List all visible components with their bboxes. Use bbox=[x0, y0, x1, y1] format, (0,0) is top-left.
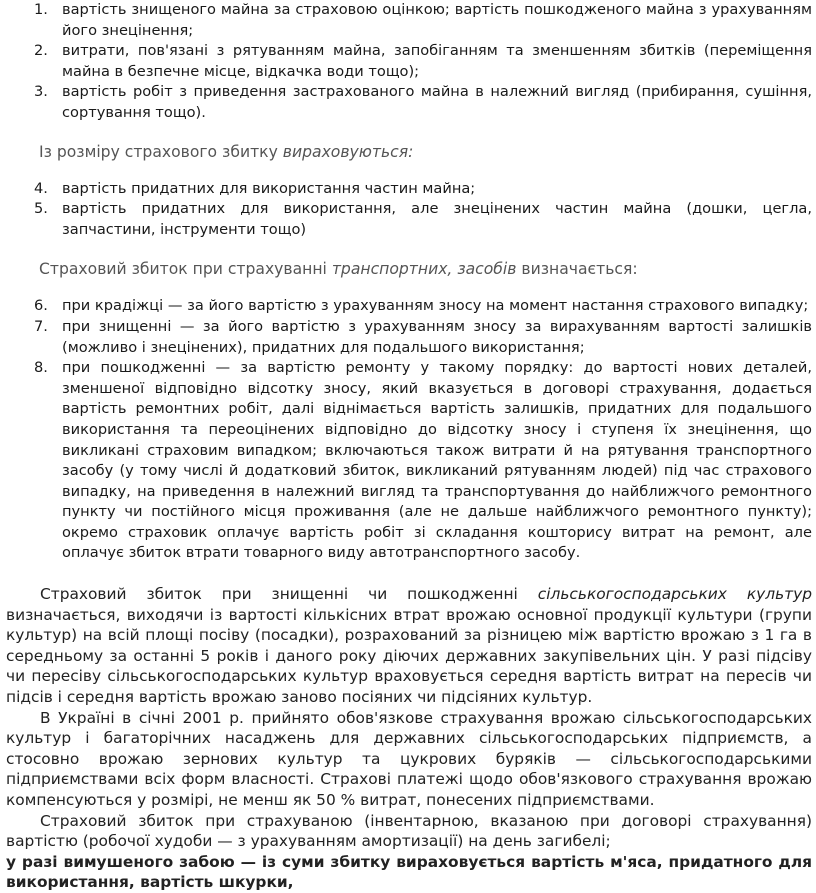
list-item bbox=[6, 82, 812, 123]
list-item-text: при знищенні — за його вартістю з урахуванням зносу за вирахуванням вартості залишків (можливо і знецінених), придатних для подальшого використання; bbox=[62, 317, 812, 356]
list-item bbox=[6, 358, 812, 564]
list-item-number: 2. bbox=[34, 42, 48, 60]
damage-components-list bbox=[6, 0, 812, 124]
vehicle-insurance-caption bbox=[6, 258, 812, 280]
caption-text: Страховий збиток при страхуванні bbox=[39, 260, 332, 279]
list-item-number: 3. bbox=[34, 83, 48, 101]
list-item-text: вартість придатних для використання, але знецінених частин майна (дошки, цегла, запчастини, інструменти тощо) bbox=[62, 200, 812, 238]
list-item-text: витрати, пов'язані з рятуванням майна, запобіганням та зменшенням збитків (переміщення майна в безпечне місце, відкачка води тощо); bbox=[62, 42, 812, 80]
vehicle-damage-list bbox=[6, 296, 812, 564]
list-item-text: при пошкодженні — за вартістю ремонту у такому порядку: до вартості нових деталей, зменшеної відповідно відсотку зносу, який вказується в договорі страхування, додається вартість ремонтних робіт, далі віднімається вартість залишків, придатних для подальшого використання та переоцінених відповідно до відсотку зносу і ступеня їх знецінення, що викликані страховим випадком; включаються також витрати й на рятування транспортного засобу (у тому числі й додатковий збиток, викликаний рятуванням людей) під час страхового випадку, на приведення в належний вигляд та транспортування до найближчого ремонтного пункту чи постійного місця проживання (але не дальше найближчого ремонтного пункту); окремо страховик оплачує вартість робіт зі складання кошторису витрат на ремонт, але оплачує збиток втрати товарного виду автотранспортного засобу. bbox=[62, 359, 812, 562]
list-item bbox=[6, 317, 812, 358]
list-item-text: вартість робіт з приведення застрахованого майна в належний вигляд (прибирання, сушіння, сортування тощо). bbox=[62, 83, 812, 121]
caption-emphasis: вираховуються: bbox=[282, 142, 414, 161]
list-item-number: 8. bbox=[34, 359, 48, 377]
deductions-list bbox=[6, 179, 812, 241]
list-item bbox=[6, 41, 812, 82]
caption-emphasis: транспортних, засобів bbox=[331, 260, 517, 279]
list-item-number: 1. bbox=[34, 1, 48, 18]
list-item-number: 4. bbox=[34, 179, 48, 197]
list-item-number: 6. bbox=[34, 297, 48, 315]
deductions-caption bbox=[6, 141, 812, 163]
paragraph-text-cont: визначається, виходячи із вартості кількісних втрат врожаю основної продукції культури (групи культур) на всій площі посіву (посадки), розрахований за різницею між вартістю врожаю з 1 га в середньому за останні 5 років і даного року діючих державних закупівельних цін. У разі підсіву чи пересіву сільськогосподарських культур враховується середня вартість витрат на пересів чи підсів і середня вартість врожаю заново посіяних чи підсіяних культур. bbox=[6, 605, 812, 707]
forced-slaughter-paragraph: у разі вимушеного забою — із суми збитку вираховується вартість м'яса, придатного для використання, вартість шкурки, bbox=[6, 852, 812, 892]
list-item-text: при крадіжці — за його вартістю з урахуванням зносу на момент настання страхового випадку; bbox=[62, 297, 809, 315]
paragraph-emphasis: сільськогосподарських культур bbox=[537, 585, 812, 604]
list-item-number: 5. bbox=[34, 200, 48, 218]
list-item bbox=[6, 199, 812, 240]
caption-text: Із розміру страхового збитку bbox=[39, 142, 283, 161]
agriculture-paragraph bbox=[6, 584, 812, 708]
livestock-paragraph: Страховий збиток при страхуваною (інвентарною, вказаною при договорі страхування) вартістю (робочої худоби — з урахуванням амортизації) на день загибелі; bbox=[6, 811, 812, 851]
list-item-number: 7. bbox=[34, 317, 48, 335]
list-item bbox=[6, 0, 812, 41]
caption-tail: визначається: bbox=[516, 260, 638, 279]
ukraine-paragraph: В Україні в січні 2001 р. прийнято обов'язкове страхування врожаю сільськогосподарських культур і багаторічних насаджень для державних сільськогосподарських підприємств, а стосовно врожаю зернових культур та цукрових буряків — сільськогосподарськими підприємствами всіх форм власності. Страхові платежі щодо обов'язкового страхування врожаю компенсуються у розмірі, не менш як 50 % витрат, понесених підприємствами. bbox=[6, 708, 812, 809]
list-item-text: вартість знищеного майна за страховою оцінкою; вартість пошкодженого майна з урахуванням його знецінення; bbox=[62, 1, 812, 39]
paragraph-text: Страховий збиток при знищенні чи пошкодженні bbox=[40, 585, 538, 604]
list-item-text: вартість придатних для використання частин майна; bbox=[62, 179, 476, 197]
list-item bbox=[6, 179, 812, 200]
list-item bbox=[6, 296, 812, 317]
